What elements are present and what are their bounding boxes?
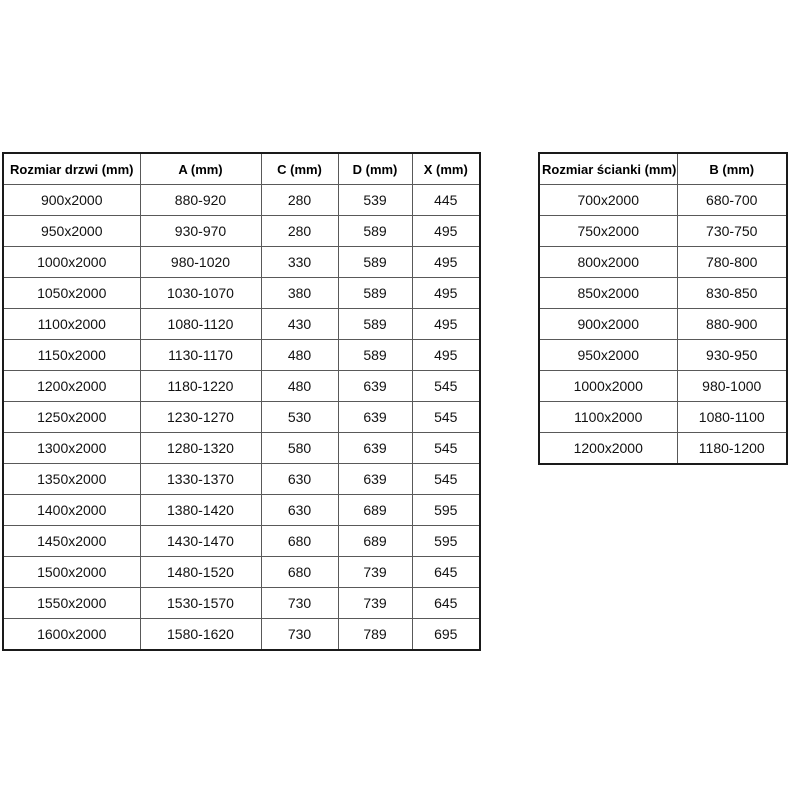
table-row: [3, 371, 480, 402]
table-cell: 280: [261, 185, 338, 216]
table-row: [539, 340, 787, 371]
table-cell: 900x2000: [539, 309, 677, 340]
table-cell: 930-950: [677, 340, 787, 371]
table-row: [539, 433, 787, 465]
table-row: [539, 309, 787, 340]
table-cell: 730-750: [677, 216, 787, 247]
table-cell: 1530-1570: [140, 588, 261, 619]
table-row: [3, 433, 480, 464]
table-row: [539, 185, 787, 216]
table-cell: 1400x2000: [3, 495, 140, 526]
table-cell: 645: [412, 557, 480, 588]
table-row: [539, 247, 787, 278]
table-cell: 495: [412, 340, 480, 371]
table-cell: 545: [412, 433, 480, 464]
column-header-a: A (mm): [140, 153, 261, 185]
table-cell: 595: [412, 526, 480, 557]
table-cell: 495: [412, 247, 480, 278]
table-cell: 639: [338, 464, 412, 495]
table-cell: 595: [412, 495, 480, 526]
table-cell: 930-970: [140, 216, 261, 247]
table-cell: 1200x2000: [3, 371, 140, 402]
table-cell: 680-700: [677, 185, 787, 216]
table-cell: 1430-1470: [140, 526, 261, 557]
table-row: [3, 526, 480, 557]
table-cell: 1580-1620: [140, 619, 261, 651]
table-cell: 800x2000: [539, 247, 677, 278]
table-cell: 980-1020: [140, 247, 261, 278]
table-cell: 680: [261, 557, 338, 588]
table-cell: 480: [261, 340, 338, 371]
table-cell: 1330-1370: [140, 464, 261, 495]
table-cell: 639: [338, 371, 412, 402]
table-row: [539, 278, 787, 309]
table-cell: 730: [261, 619, 338, 651]
table-cell: 739: [338, 588, 412, 619]
table-cell: 495: [412, 278, 480, 309]
table-row: [3, 557, 480, 588]
table-cell: 495: [412, 216, 480, 247]
table-row: [539, 216, 787, 247]
table-cell: 780-800: [677, 247, 787, 278]
table-row: [3, 185, 480, 216]
table-row: [539, 371, 787, 402]
table-cell: 589: [338, 247, 412, 278]
table-cell: 530: [261, 402, 338, 433]
table-cell: 1450x2000: [3, 526, 140, 557]
table-cell: 900x2000: [3, 185, 140, 216]
table-row: [539, 402, 787, 433]
header-row: [3, 153, 480, 185]
table-cell: 1600x2000: [3, 619, 140, 651]
door-sizes-table: [2, 152, 481, 651]
table-cell: 1300x2000: [3, 433, 140, 464]
table-cell: 1500x2000: [3, 557, 140, 588]
table-row: [3, 619, 480, 651]
table-cell: 430: [261, 309, 338, 340]
table-row: [3, 495, 480, 526]
table-cell: 589: [338, 309, 412, 340]
table-cell: 1080-1100: [677, 402, 787, 433]
table-cell: 1550x2000: [3, 588, 140, 619]
column-header-b: B (mm): [677, 153, 787, 185]
table-cell: 330: [261, 247, 338, 278]
table-cell: 645: [412, 588, 480, 619]
table-cell: 589: [338, 216, 412, 247]
table-cell: 830-850: [677, 278, 787, 309]
table-cell: 1000x2000: [539, 371, 677, 402]
table-cell: 1080-1120: [140, 309, 261, 340]
header-row: [539, 153, 787, 185]
wall-sizes-table: [538, 152, 788, 465]
table-cell: 589: [338, 340, 412, 371]
table-row: [3, 247, 480, 278]
table-row: [3, 402, 480, 433]
table-cell: 700x2000: [539, 185, 677, 216]
table-cell: 280: [261, 216, 338, 247]
column-header-rozmiar-drzwi: Rozmiar drzwi (mm): [3, 153, 140, 185]
table-cell: 630: [261, 464, 338, 495]
table-cell: 589: [338, 278, 412, 309]
table-cell: 750x2000: [539, 216, 677, 247]
table-cell: 695: [412, 619, 480, 651]
table-row: [3, 464, 480, 495]
table-cell: 1050x2000: [3, 278, 140, 309]
table-cell: 445: [412, 185, 480, 216]
table-cell: 730: [261, 588, 338, 619]
column-header-x: X (mm): [412, 153, 480, 185]
table-cell: 1230-1270: [140, 402, 261, 433]
table-row: [3, 278, 480, 309]
table-cell: 1380-1420: [140, 495, 261, 526]
table-cell: 1100x2000: [3, 309, 140, 340]
table-cell: 1100x2000: [539, 402, 677, 433]
table-cell: 1480-1520: [140, 557, 261, 588]
table-cell: 1150x2000: [3, 340, 140, 371]
table-cell: 639: [338, 402, 412, 433]
table-cell: 1030-1070: [140, 278, 261, 309]
column-header-rozmiar-scianki: Rozmiar ścianki (mm): [539, 153, 677, 185]
table-cell: 539: [338, 185, 412, 216]
table-cell: 1350x2000: [3, 464, 140, 495]
table-cell: 880-900: [677, 309, 787, 340]
table-cell: 739: [338, 557, 412, 588]
table-cell: 950x2000: [539, 340, 677, 371]
table-cell: 880-920: [140, 185, 261, 216]
table-cell: 680: [261, 526, 338, 557]
table-row: [3, 309, 480, 340]
table-cell: 545: [412, 402, 480, 433]
table-cell: 380: [261, 278, 338, 309]
table-cell: 689: [338, 495, 412, 526]
table-cell: 950x2000: [3, 216, 140, 247]
table-cell: 545: [412, 464, 480, 495]
table-cell: 850x2000: [539, 278, 677, 309]
table-cell: 495: [412, 309, 480, 340]
table-cell: 1280-1320: [140, 433, 261, 464]
table-cell: 1000x2000: [3, 247, 140, 278]
table-cell: 789: [338, 619, 412, 651]
table-row: [3, 216, 480, 247]
table-cell: 580: [261, 433, 338, 464]
column-header-c: C (mm): [261, 153, 338, 185]
table-cell: 630: [261, 495, 338, 526]
table-cell: 689: [338, 526, 412, 557]
table-row: [3, 340, 480, 371]
table-cell: 545: [412, 371, 480, 402]
table-row: [3, 588, 480, 619]
column-header-d: D (mm): [338, 153, 412, 185]
table-cell: 1180-1220: [140, 371, 261, 402]
table-cell: 480: [261, 371, 338, 402]
table-cell: 980-1000: [677, 371, 787, 402]
table-cell: 1180-1200: [677, 433, 787, 465]
table-cell: 1200x2000: [539, 433, 677, 465]
table-cell: 639: [338, 433, 412, 464]
table-cell: 1250x2000: [3, 402, 140, 433]
table-cell: 1130-1170: [140, 340, 261, 371]
